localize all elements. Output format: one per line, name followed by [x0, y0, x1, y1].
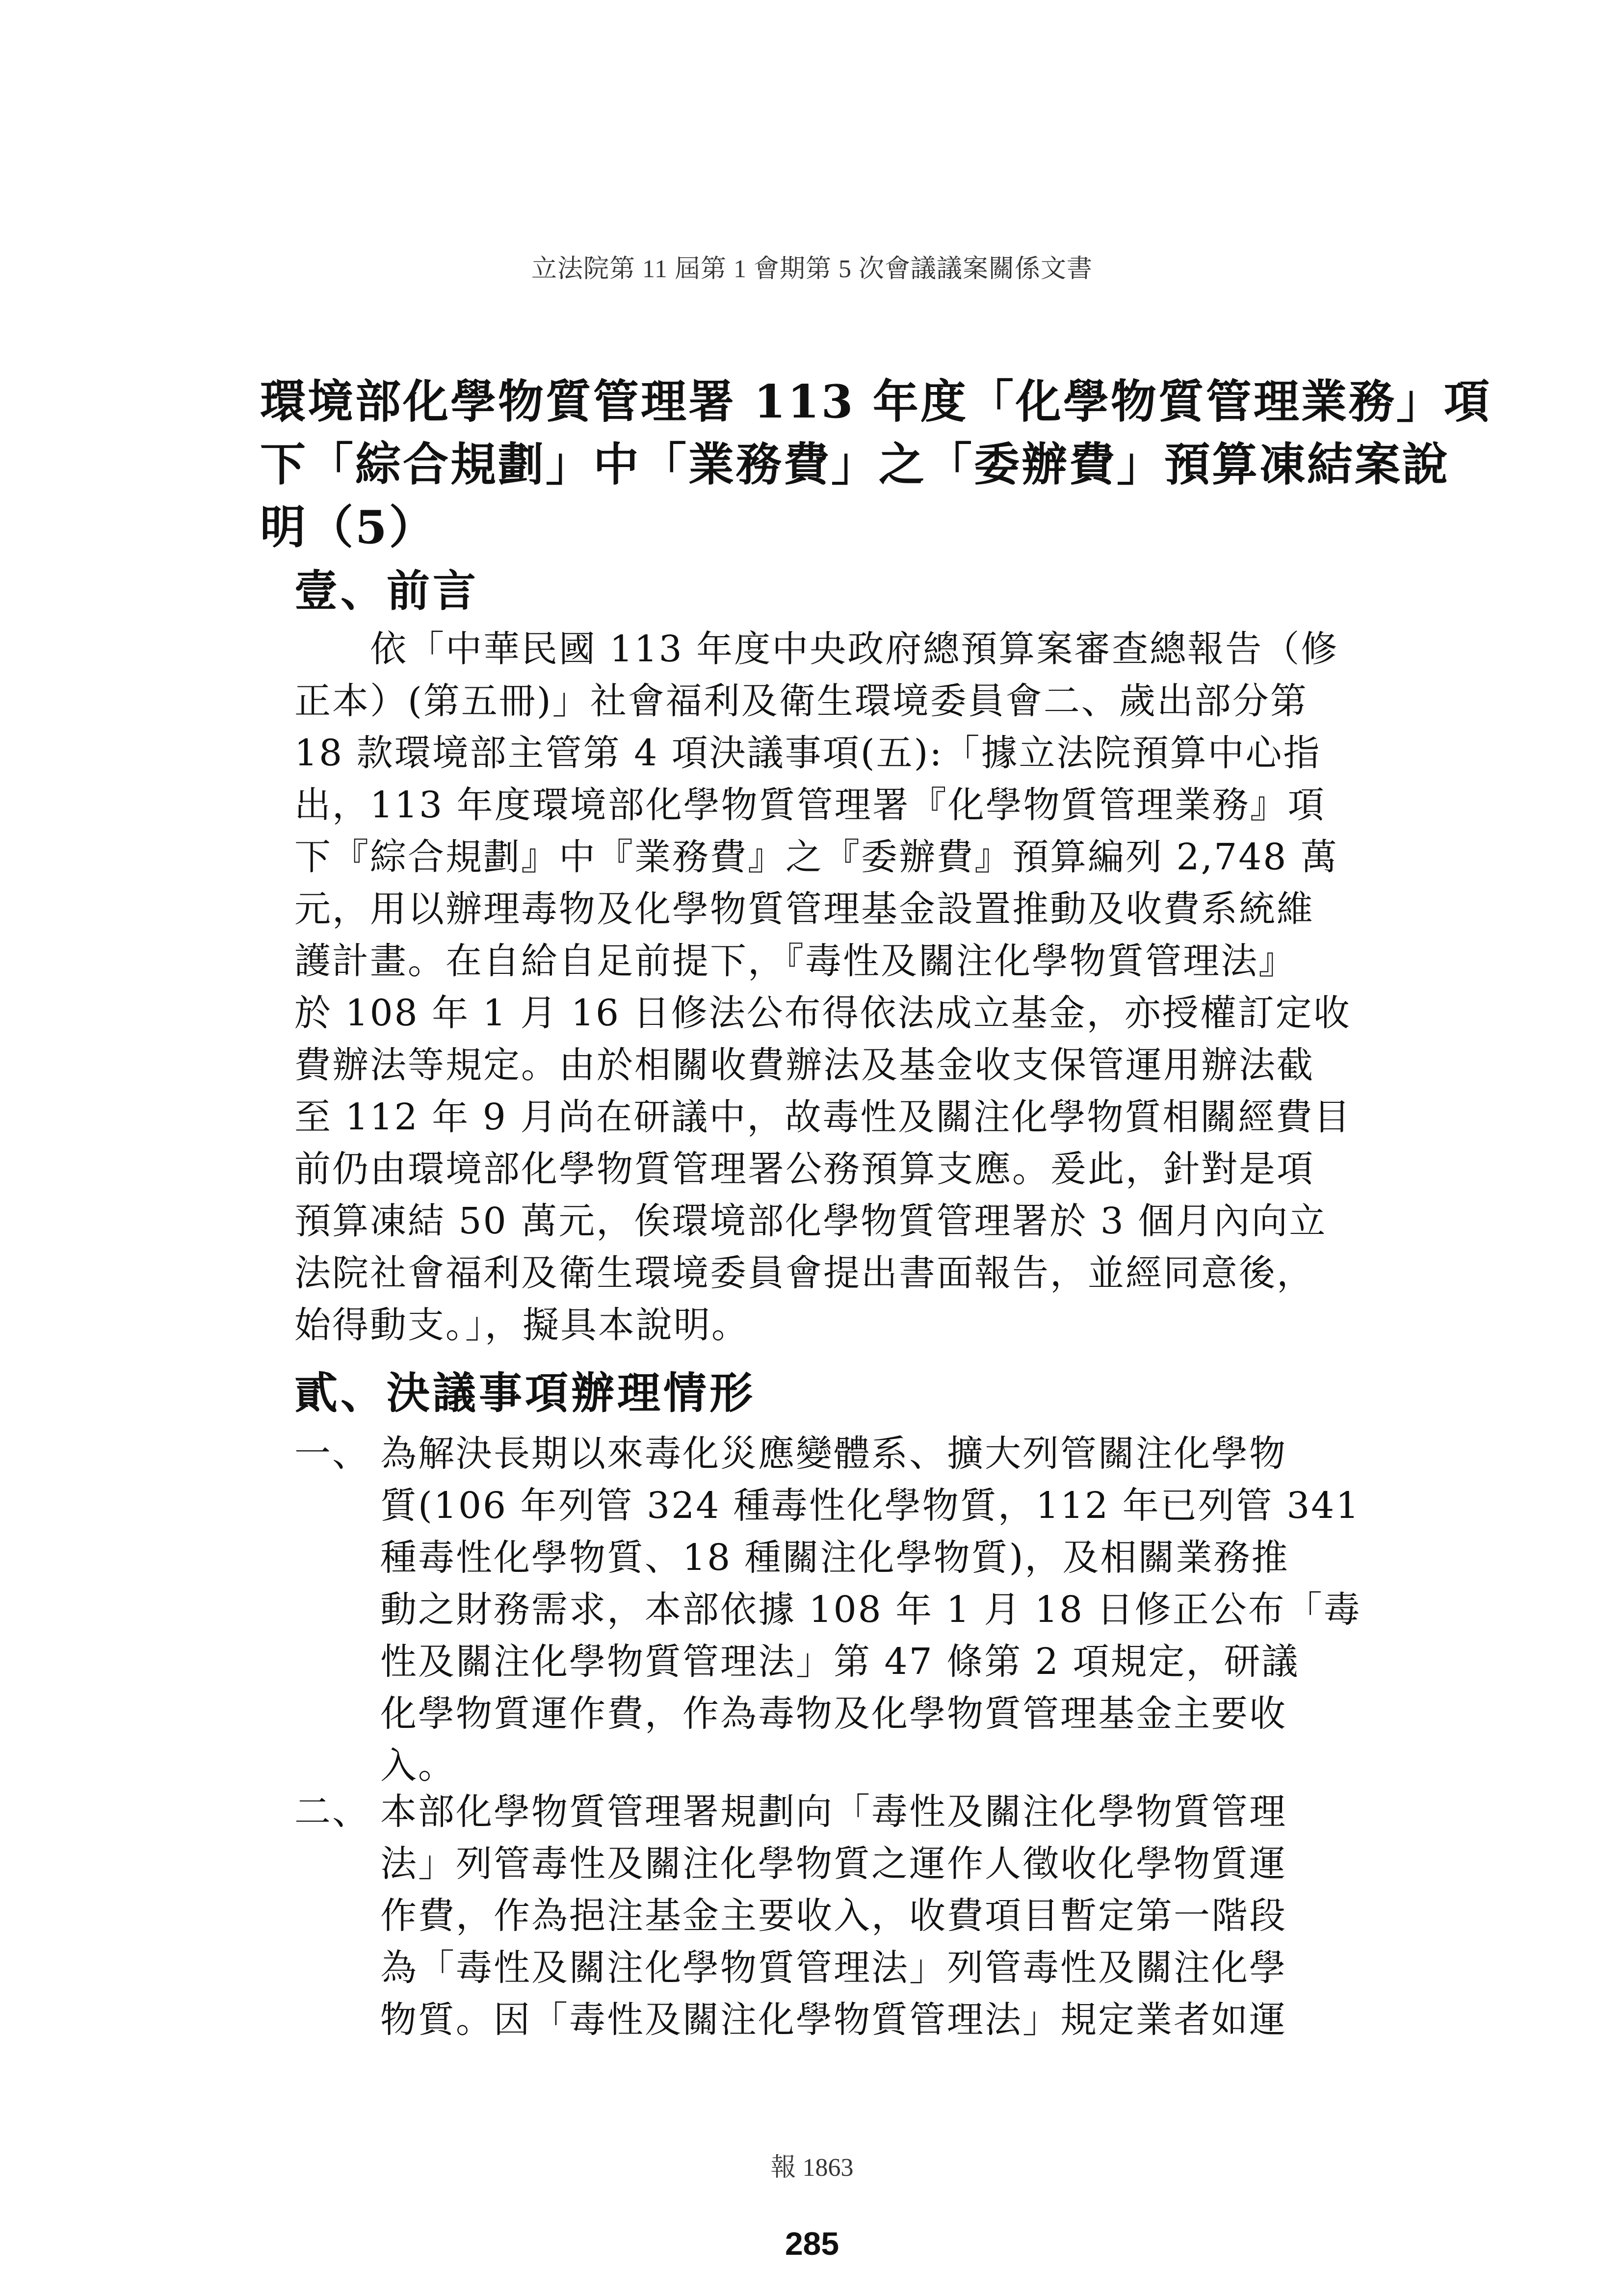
paragraph-line: 18 款環境部主管第 4 項決議事項(五):「據立法院預算中心指 — [294, 732, 1321, 774]
item-line: 物質。因「毒性及關注化學物質管理法」規定業者如運 — [380, 1999, 1287, 2041]
item-line: 化學物質運作費，作為毒物及化學物質管理基金主要收 — [380, 1693, 1287, 1735]
paragraph-line: 費辦法等規定。由於相關收費辦法及基金收支保管運用辦法截 — [294, 1044, 1314, 1086]
section-heading-preface: 壹、前言 — [294, 565, 479, 616]
page-number: 285 — [785, 2225, 839, 2262]
title-line: 下「綜合規劃」中「業務費」之「委辦費」預算凍結案說 — [260, 438, 1450, 491]
section-heading-resolution: 貳、決議事項辦理情形 — [294, 1367, 756, 1418]
item-line: 本部化學物質管理署規劃向「毒性及關注化學物質管理 — [380, 1791, 1287, 1833]
running-header: 立法院第 11 屆第 1 會期第 5 次會議議案關係文書 — [531, 255, 1093, 283]
item-line: 法」列管毒性及關注化學物質之運作人徵收化學物質運 — [380, 1843, 1287, 1885]
preface-paragraph — [294, 623, 1352, 1351]
paragraph-line: 出，113 年度環境部化學物質管理署『化學物質管理業務』項 — [294, 784, 1326, 826]
item-line: 作費，作為挹注基金主要收入，收費項目暫定第一階段 — [380, 1895, 1287, 1937]
paragraph-line: 法院社會福利及衛生環境委員會提出書面報告，並經同意後， — [294, 1252, 1314, 1294]
paragraph-line: 至 112 年 9 月尚在研議中，故毒性及關注化學物質相關經費目 — [294, 1096, 1352, 1138]
title-line: 明（5） — [260, 500, 437, 554]
item-line: 為「毒性及關注化學物質管理法」列管毒性及關注化學 — [380, 1947, 1287, 1989]
report-number: 報 1863 — [770, 2154, 854, 2182]
item-line: 為解決長期以來毒化災應變體系、擴大列管關注化學物 — [380, 1433, 1287, 1475]
paragraph-line: 護計畫。在自給自足前提下，『毒性及關注化學物質管理法』 — [294, 940, 1296, 982]
item-line: 種毒性化學物質、18 種關注化學物質)，及相關業務推 — [380, 1537, 1289, 1579]
paragraph-line: 依「中華民國 113 年度中央政府總預算案審查總報告（修 — [294, 628, 1339, 670]
paragraph-line: 始得動支。」，擬具本說明。 — [294, 1304, 749, 1346]
paragraph-line: 元，用以辦理毒物及化學物質管理基金設置推動及收費系統維 — [294, 888, 1314, 930]
paragraph-line: 於 108 年 1 月 16 日修法公布得依法成立基金，亦授權訂定收 — [294, 992, 1351, 1034]
paragraph-line: 預算凍結 50 萬元，俟環境部化學物質管理署於 3 個月內向立 — [294, 1200, 1327, 1242]
document-title — [260, 370, 1492, 559]
paragraph-line: 下『綜合規劃』中『業務費』之『委辦費』預算編列 2,748 萬 — [294, 836, 1338, 878]
list-marker: 二、 — [294, 1791, 370, 1833]
paragraph-line: 正本）(第五冊)」社會福利及衛生環境委員會二、歲出部分第 — [294, 680, 1308, 722]
title-line: 環境部化學物質管理署 113 年度「化學物質管理業務」項 — [260, 375, 1492, 428]
item-line: 入。 — [380, 1745, 456, 1787]
list-marker: 一、 — [294, 1433, 370, 1475]
paragraph-line: 前仍由環境部化學物質管理署公務預算支應。爰此，針對是項 — [294, 1148, 1314, 1190]
item-line: 質(106 年列管 324 種毒性化學物質，112 年已列管 341 — [380, 1485, 1361, 1527]
list-item — [294, 1786, 1384, 2046]
item-line: 性及關注化學物質管理法」第 47 條第 2 項規定，研議 — [380, 1641, 1300, 1683]
item-line: 動之財務需求，本部依據 108 年 1 月 18 日修正公布「毒 — [380, 1589, 1362, 1631]
list-item — [294, 1428, 1384, 1792]
